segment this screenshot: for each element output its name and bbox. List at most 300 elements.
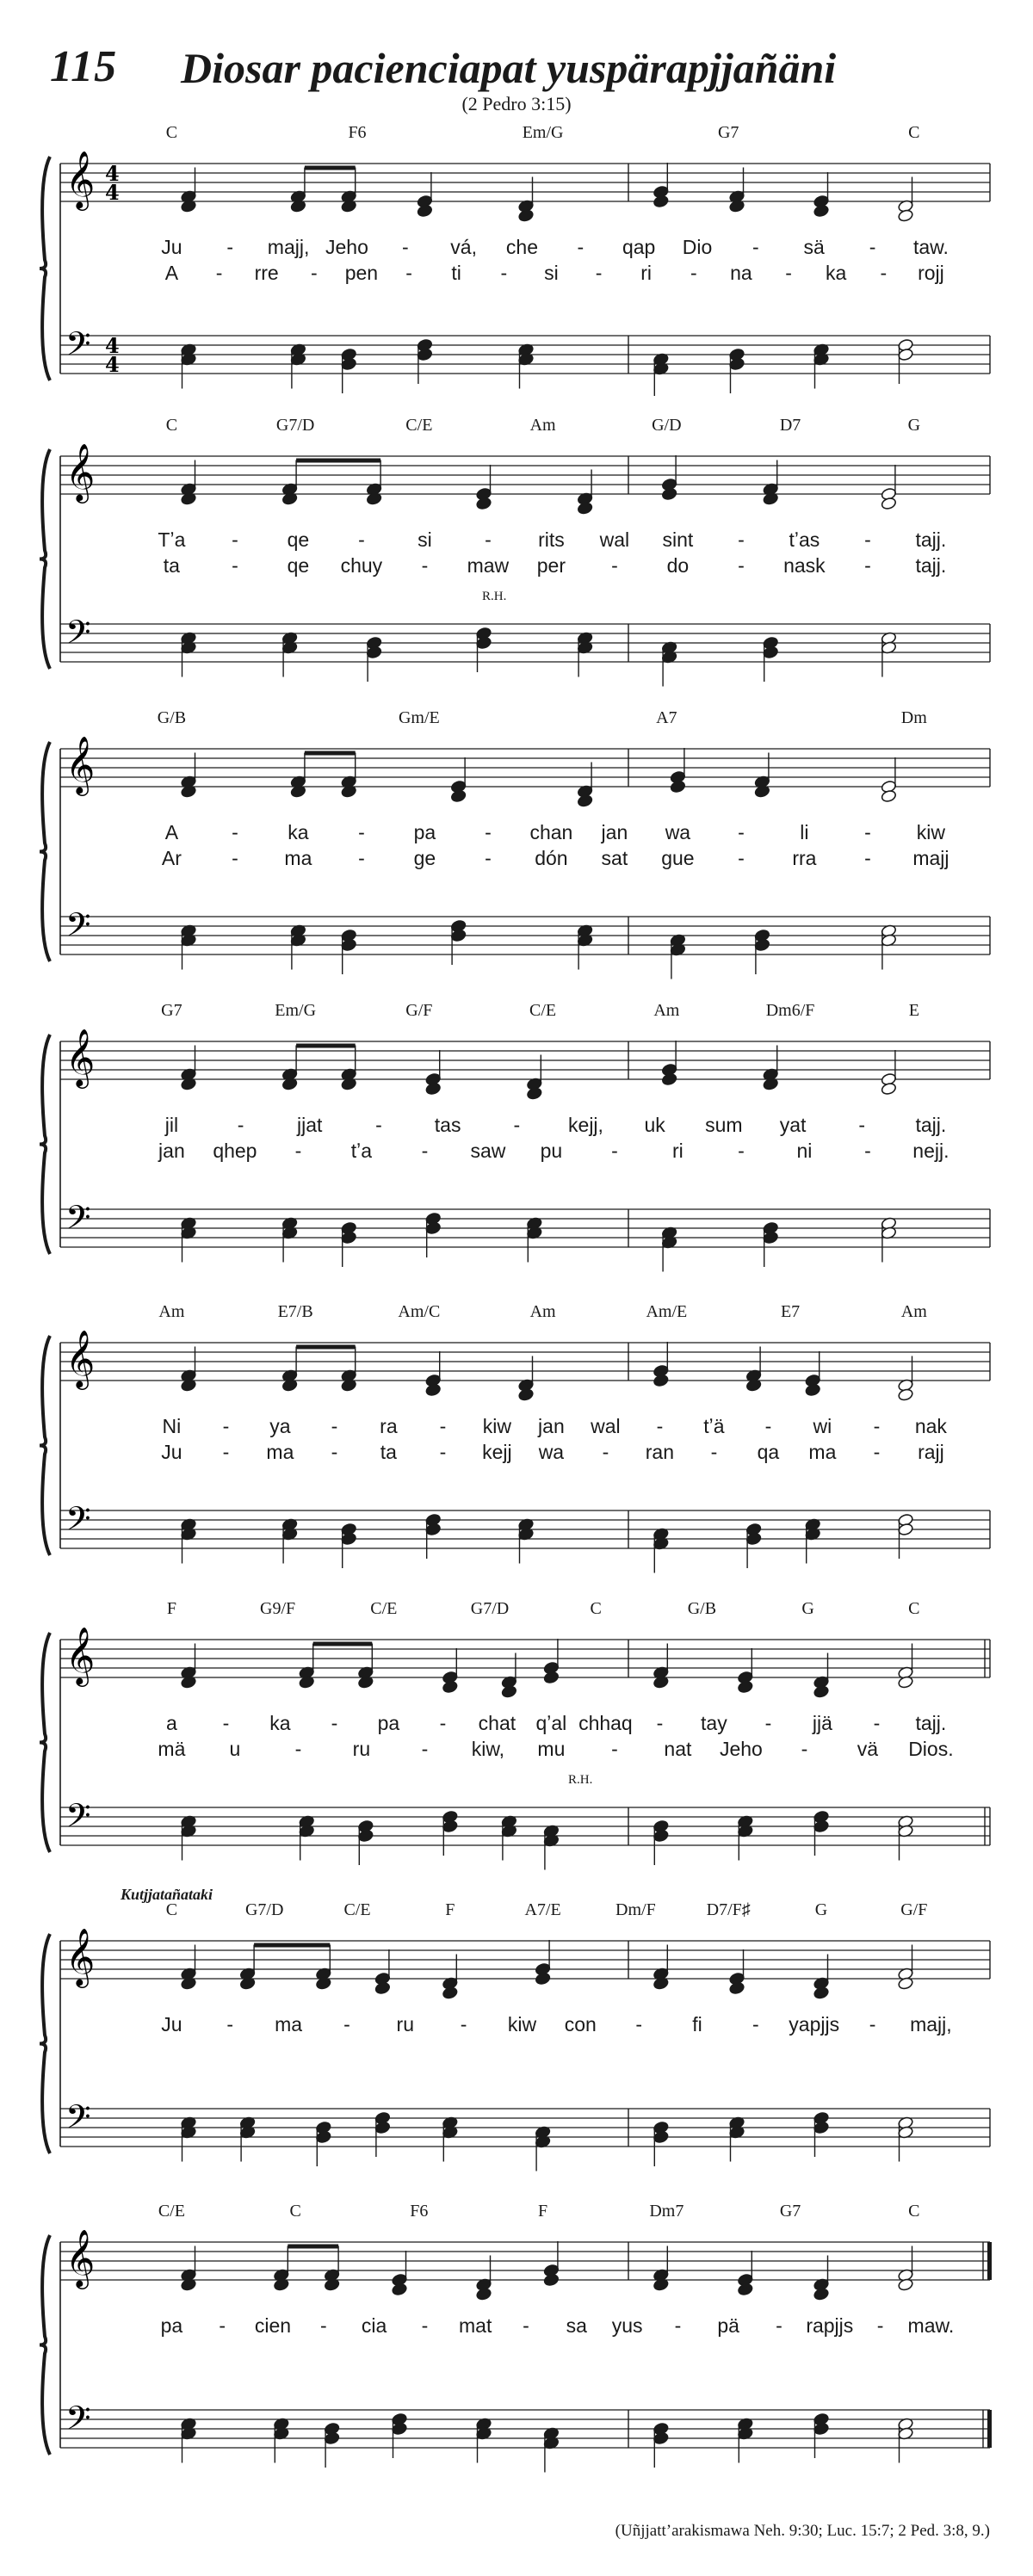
bass-note xyxy=(813,2121,830,2134)
lyric-verse-2: - xyxy=(232,554,238,577)
treble-clef-icon: 𝄞 xyxy=(65,1927,96,1986)
hymn-title: Diosar pacienciapat yuspärapjjañäni xyxy=(181,44,837,92)
lyric-verse-2: pen xyxy=(344,262,379,284)
treble-note xyxy=(653,1374,669,1387)
lyric-verse-1: wi xyxy=(813,1415,832,1437)
lyric-verse-2: - xyxy=(864,554,871,577)
lyric-verse-2: pu xyxy=(540,1140,563,1162)
bass-note xyxy=(357,1829,374,1843)
note-beam xyxy=(296,1345,356,1350)
chord-symbol: C xyxy=(165,416,178,435)
lyric-verse-2: - xyxy=(611,1140,618,1162)
staff-brace xyxy=(40,449,50,669)
treble-note xyxy=(661,1072,677,1086)
treble-clef-icon: 𝄞 xyxy=(65,1626,96,1684)
lyric-verse-1: - xyxy=(232,821,238,843)
bass-note xyxy=(392,2422,408,2436)
lyric-verse-1: tay xyxy=(701,1712,727,1734)
chord-symbol: F xyxy=(445,1900,455,1919)
chord-symbol: C/E xyxy=(370,1599,398,1618)
chord-symbol: F6 xyxy=(348,123,367,142)
bass-note xyxy=(813,1819,830,1833)
lyric-verse-2: - xyxy=(331,1441,338,1463)
lyric-verse-1: - xyxy=(752,236,759,258)
scripture-reference: (2 Pedro 3:15) xyxy=(461,93,572,114)
lyric-verse-1: rits xyxy=(538,528,565,551)
lyric-verse-1: ra xyxy=(380,1415,398,1437)
system-notation xyxy=(0,2190,1033,2474)
footnote: (Uñjjattʼarakismawa Neh. 9:30; Luc. 15:7; 2 Ped. 3:8, 9.) xyxy=(615,2522,990,2540)
lyric-verse-1: sum xyxy=(705,1114,743,1136)
bass-note xyxy=(653,1829,669,1843)
lyric-verse-1: - xyxy=(439,1415,447,1437)
lyric-verse-2: qa xyxy=(757,1441,780,1463)
lyric-verse-1: A xyxy=(164,821,179,843)
lyric-verse-2: - xyxy=(294,1738,302,1760)
right-hand-mark: R.H. xyxy=(482,590,507,603)
chord-symbol: G7 xyxy=(717,123,739,142)
lyric-verse-1: - xyxy=(656,1712,664,1734)
system-notation xyxy=(0,112,1033,396)
lyric-verse-2: - xyxy=(738,554,745,577)
treble-note xyxy=(476,2288,492,2301)
bass-note xyxy=(341,1532,357,1546)
treble-note xyxy=(737,2283,753,2296)
chord-symbol: E xyxy=(908,1001,919,1020)
lyric-verse-1: fi xyxy=(692,2013,702,2035)
lyric-verse-1: - xyxy=(764,1415,772,1437)
lyric-verse-2: - xyxy=(421,1738,429,1760)
lyric-verse-1: Ni xyxy=(162,1415,182,1437)
lyric-verse-2: si xyxy=(544,262,559,284)
lyric-verse-1: wa xyxy=(665,821,691,843)
lyric-verse-2: kiw, xyxy=(471,1738,505,1760)
hymn-header xyxy=(0,0,1033,112)
lyric-verse-2: vä xyxy=(857,1738,879,1760)
bass-note xyxy=(425,1523,442,1536)
lyric-verse-1: - xyxy=(858,1114,866,1136)
lyric-verse-1: con xyxy=(564,2013,597,2035)
lyric-verse-2: tajj. xyxy=(915,554,947,577)
lyric-verse-1: pa xyxy=(377,1712,400,1734)
chord-symbol: A7 xyxy=(656,708,677,727)
lyric-verse-2: majj xyxy=(912,847,949,869)
treble-note xyxy=(442,1680,458,1694)
note-beam xyxy=(296,459,380,463)
lyric-verse-2: per xyxy=(536,554,566,577)
lyric-verse-2: mä xyxy=(158,1738,186,1760)
system-notation xyxy=(0,405,1033,689)
lyric-verse-2: - xyxy=(738,1140,745,1162)
treble-note xyxy=(737,1680,753,1694)
lyric-verse-2: gue xyxy=(661,847,695,869)
staff-brace xyxy=(40,1336,50,1555)
chord-symbol: A7/E xyxy=(524,1900,561,1919)
lyric-verse-2: qe xyxy=(287,554,310,577)
lyric-verse-2: ma xyxy=(284,847,312,869)
chord-symbol: G xyxy=(801,1599,814,1618)
bass-note xyxy=(341,1231,357,1245)
lyric-verse-1: - xyxy=(226,2013,234,2035)
chord-symbol: Am/E xyxy=(646,1302,688,1321)
bass-note xyxy=(366,646,382,659)
lyric-verse-2: sat xyxy=(601,847,628,869)
note-beam xyxy=(254,1943,330,1948)
chord-symbol: G/F xyxy=(405,1001,433,1020)
chord-symbol: G9/F xyxy=(260,1599,296,1618)
staff-brace xyxy=(40,2235,50,2455)
lyric-verse-2: - xyxy=(294,1140,302,1162)
staff-brace xyxy=(40,1934,50,2153)
treble-note xyxy=(670,780,686,794)
chord-symbol: G7 xyxy=(161,1001,182,1020)
treble-note xyxy=(813,204,830,218)
lyric-verse-2: ka xyxy=(826,262,847,284)
lyric-verse-1: Tʼa xyxy=(158,528,186,551)
bass-note xyxy=(341,938,357,952)
lyric-verse-2: rre xyxy=(254,262,279,284)
lyric-verse-1: sä xyxy=(803,236,825,258)
bass-note xyxy=(898,1523,914,1536)
lyric-verse-1: jan xyxy=(601,821,628,843)
lyric-verse-2: Ar xyxy=(161,847,182,869)
treble-note xyxy=(898,209,914,223)
tempo-mark: Kutjjatañataki xyxy=(121,1889,213,1903)
treble-note xyxy=(543,2273,560,2287)
treble-note xyxy=(501,1685,517,1699)
lyric-verse-1: jan xyxy=(538,1415,565,1437)
chord-symbol: Em/G xyxy=(522,123,564,142)
chord-symbol: G/B xyxy=(157,708,187,727)
score-system xyxy=(0,112,1033,396)
chord-symbol: C xyxy=(590,1599,602,1618)
chord-symbol: G xyxy=(907,416,921,435)
lyric-verse-1: - xyxy=(401,236,409,258)
score-system xyxy=(0,1291,1033,1575)
chord-symbol: Gm/E xyxy=(398,708,440,727)
treble-note xyxy=(881,1082,897,1096)
lyric-verse-1: - xyxy=(635,2013,643,2035)
bass-note xyxy=(763,646,779,659)
bass-note xyxy=(898,348,914,361)
treble-note xyxy=(881,497,897,510)
lyric-verse-1: si xyxy=(418,528,432,551)
time-signature-numerator: 4 xyxy=(105,161,120,186)
lyric-verse-2: ri xyxy=(672,1140,684,1162)
chord-symbol: C xyxy=(908,123,920,142)
lyric-verse-2: wa xyxy=(538,1441,565,1463)
lyric-verse-1: - xyxy=(226,236,234,258)
system-notation xyxy=(0,697,1033,981)
lyric-verse-1: kejj, xyxy=(568,1114,603,1136)
treble-note xyxy=(577,794,593,808)
lyric-verse-1: - xyxy=(674,2314,682,2337)
lyric-verse-2: - xyxy=(710,1441,718,1463)
bass-note xyxy=(315,2130,331,2144)
chord-symbol: G xyxy=(814,1900,828,1919)
lyric-verse-2: - xyxy=(785,262,792,284)
treble-note xyxy=(392,2283,408,2296)
lyric-verse-2: nask xyxy=(783,554,826,577)
chord-symbol: Dm7 xyxy=(649,2202,684,2221)
lyric-verse-2: ti xyxy=(451,262,461,284)
lyric-verse-1: yus xyxy=(611,2314,643,2337)
bass-note xyxy=(324,2431,340,2445)
lyric-verse-2: Jeho xyxy=(719,1738,763,1760)
bass-clef-icon: 𝄢 xyxy=(65,1198,91,1245)
lyric-verse-1: cia xyxy=(361,2314,387,2337)
lyric-verse-1: uk xyxy=(644,1114,665,1136)
bass-note xyxy=(653,2431,669,2445)
lyric-verse-1: - xyxy=(764,1712,772,1734)
lyric-verse-2: - xyxy=(310,262,318,284)
lyric-verse-1: Dio xyxy=(682,236,713,258)
staff-brace xyxy=(40,742,50,961)
lyric-verse-1: sa xyxy=(566,2314,587,2337)
lyric-verse-1: wal xyxy=(599,528,630,551)
lyric-verse-1: kiw xyxy=(482,1415,512,1437)
lyric-verse-2: nejj. xyxy=(912,1140,949,1162)
lyric-verse-2: - xyxy=(880,262,888,284)
chord-symbol: Am xyxy=(653,1001,680,1020)
staff-brace xyxy=(40,1633,50,1852)
lyric-verse-1: tʼas xyxy=(789,528,820,551)
chord-symbol: G7/D xyxy=(470,1599,510,1618)
lyric-verse-2: - xyxy=(690,262,697,284)
system-notation xyxy=(0,1588,1033,1872)
chord-symbol: C/E xyxy=(405,416,433,435)
lyric-verse-2: tʼa xyxy=(350,1140,373,1162)
chord-symbol: Am xyxy=(529,1302,556,1321)
lyric-verse-2: mu xyxy=(537,1738,566,1760)
lyric-verse-2: kejj xyxy=(482,1441,512,1463)
lyric-verse-1: - xyxy=(358,528,365,551)
chord-symbol: G/F xyxy=(900,1900,928,1919)
lyric-verse-1: che xyxy=(505,236,539,258)
chord-symbol: C xyxy=(165,1900,178,1919)
bass-note xyxy=(653,2130,669,2144)
treble-note xyxy=(425,1383,442,1397)
lyric-verse-1: - xyxy=(738,821,745,843)
lyric-verse-2: - xyxy=(485,847,492,869)
bass-clef-icon: 𝄢 xyxy=(65,2399,91,2445)
note-beam xyxy=(305,751,356,756)
lyric-verse-1: pa xyxy=(413,821,436,843)
time-signature-denominator: 4 xyxy=(105,180,120,205)
treble-note xyxy=(450,789,467,803)
chord-symbol: C xyxy=(289,2202,301,2221)
score-system xyxy=(0,990,1033,1274)
lyric-verse-1: - xyxy=(222,1415,230,1437)
bass-note xyxy=(374,2121,391,2134)
lyric-verse-2: ma xyxy=(808,1441,837,1463)
lyric-verse-2: Ju xyxy=(161,1441,182,1463)
treble-note xyxy=(476,497,492,510)
lyric-verse-2: - xyxy=(864,847,871,869)
lyric-verse-2: maw xyxy=(467,554,510,577)
lyric-verse-1: rapjjs xyxy=(806,2314,854,2337)
lyric-verse-1: ya xyxy=(269,1415,291,1437)
system-notation xyxy=(0,1291,1033,1575)
lyric-verse-2: rra xyxy=(792,847,817,869)
lyric-verse-2: rajj xyxy=(918,1441,944,1463)
treble-note xyxy=(425,1082,442,1096)
lyric-verse-1: - xyxy=(869,236,876,258)
lyric-verse-2: - xyxy=(405,262,412,284)
lyric-verse-2: ge xyxy=(413,847,436,869)
bass-note xyxy=(417,348,433,361)
lyric-verse-1: - xyxy=(873,1415,881,1437)
treble-note xyxy=(813,1685,830,1699)
lyric-verse-2: ri xyxy=(640,262,653,284)
lyric-verse-1: Ju xyxy=(161,2013,182,2035)
bass-note xyxy=(763,1231,779,1245)
lyric-verse-1: - xyxy=(358,821,365,843)
lyric-verse-1: tajj. xyxy=(915,1114,947,1136)
lyric-verse-1: - xyxy=(876,2314,884,2337)
lyric-verse-1: kiw xyxy=(507,2013,537,2035)
treble-note xyxy=(661,487,677,501)
chord-symbol: F xyxy=(538,2202,548,2221)
chord-symbol: Dm xyxy=(900,708,927,727)
lyric-verse-1: - xyxy=(523,2314,529,2337)
bass-clef-icon: 𝄢 xyxy=(65,613,91,659)
lyric-verse-2: jan xyxy=(158,1140,185,1162)
bass-note xyxy=(813,2422,830,2436)
chord-symbol: D7/F♯ xyxy=(706,1900,751,1919)
lyric-verse-1: - xyxy=(864,528,871,551)
lyric-verse-1: maw. xyxy=(907,2314,955,2337)
treble-clef-icon: 𝄞 xyxy=(65,442,96,501)
lyric-verse-1: sint xyxy=(662,528,694,551)
chord-symbol: C xyxy=(908,2202,920,2221)
treble-note xyxy=(442,1986,458,2000)
lyric-verse-1: - xyxy=(421,2314,429,2337)
score-system xyxy=(0,697,1033,981)
lyric-verse-2: ta xyxy=(163,554,180,577)
lyric-verse-1: li xyxy=(800,821,809,843)
bass-clef-icon: 𝄢 xyxy=(65,905,91,952)
lyric-verse-1: chan xyxy=(529,821,573,843)
bass-clef-icon: 𝄢 xyxy=(65,1499,91,1546)
lyric-verse-1: tajj. xyxy=(915,528,947,551)
lyric-verse-1: vá, xyxy=(450,236,477,258)
lyric-verse-2: ma xyxy=(266,1441,294,1463)
lyric-verse-1: - xyxy=(319,2314,327,2337)
treble-note xyxy=(518,209,535,223)
score-system xyxy=(0,1588,1033,1872)
bass-note xyxy=(476,636,492,650)
lyric-verse-2: - xyxy=(358,847,365,869)
chord-symbol: G7/D xyxy=(275,416,315,435)
chord-symbol: G/B xyxy=(687,1599,717,1618)
chord-symbol: Am xyxy=(158,1302,185,1321)
treble-clef-icon: 𝄞 xyxy=(65,2228,96,2287)
chord-symbol: Em/G xyxy=(275,1001,317,1020)
time-signature-denominator: 4 xyxy=(105,352,120,377)
lyric-verse-1: - xyxy=(237,1114,244,1136)
treble-note xyxy=(729,1981,745,1995)
treble-note xyxy=(543,1671,560,1684)
lyric-verse-1: qe xyxy=(287,528,310,551)
chord-symbol: G7 xyxy=(779,2202,801,2221)
bass-clef-icon: 𝄢 xyxy=(65,2097,91,2144)
lyric-verse-1: - xyxy=(776,2314,782,2337)
chord-symbol: D7 xyxy=(779,416,801,435)
chord-symbol: E7 xyxy=(780,1302,801,1321)
time-signature-numerator: 4 xyxy=(105,333,120,358)
lyric-verse-1: majj, xyxy=(267,236,310,258)
lyric-verse-1: - xyxy=(232,528,238,551)
right-hand-mark: R.H. xyxy=(568,1773,593,1787)
lyric-verse-2: do xyxy=(666,554,690,577)
chord-symbol: Am/C xyxy=(398,1302,441,1321)
lyric-verse-2: - xyxy=(421,1140,429,1162)
lyric-verse-2: - xyxy=(500,262,508,284)
lyric-verse-1: majj, xyxy=(910,2013,952,2035)
note-beam xyxy=(288,2245,338,2249)
treble-note xyxy=(374,1981,391,1995)
lyric-verse-1: ru xyxy=(396,2013,415,2035)
chord-symbol: G/D xyxy=(652,416,682,435)
lyric-verse-2: - xyxy=(738,847,745,869)
final-barline-thick xyxy=(987,2410,992,2448)
lyric-verse-1: - xyxy=(577,236,585,258)
lyric-verse-1: - xyxy=(738,528,745,551)
system-notation xyxy=(0,1889,1033,2173)
lyric-verse-1: - xyxy=(343,2013,350,2035)
score-system xyxy=(0,1889,1033,2173)
chord-symbol: E7/B xyxy=(277,1302,313,1321)
lyric-verse-2: dón xyxy=(535,847,568,869)
bass-note xyxy=(745,1532,762,1546)
bass-note xyxy=(341,357,357,371)
lyric-verse-1: yapjjs xyxy=(789,2013,840,2035)
lyric-verse-1: - xyxy=(485,821,492,843)
lyric-verse-1: - xyxy=(513,1114,521,1136)
lyric-verse-1: - xyxy=(869,2013,876,2035)
chord-symbol: C xyxy=(908,1599,920,1618)
lyric-verse-1: - xyxy=(219,2314,226,2337)
lyric-verse-1: chat xyxy=(478,1712,516,1734)
lyric-verse-2: qhep xyxy=(213,1140,257,1162)
lyric-verse-2: - xyxy=(864,1140,871,1162)
treble-note xyxy=(417,204,433,218)
lyric-verse-2: - xyxy=(421,554,429,577)
lyric-verse-1: - xyxy=(375,1114,382,1136)
lyric-verse-2: - xyxy=(873,1441,881,1463)
bass-clef-icon: 𝄢 xyxy=(65,324,91,371)
lyric-verse-2: - xyxy=(611,554,618,577)
lyric-verse-1: jjat xyxy=(297,1114,323,1136)
lyric-verse-1: jjä xyxy=(812,1712,832,1734)
lyric-verse-2: ni xyxy=(796,1140,813,1162)
lyric-verse-2: - xyxy=(232,847,238,869)
lyric-verse-1: tajj. xyxy=(915,1712,947,1734)
lyric-verse-1: taw. xyxy=(912,236,949,258)
treble-clef-icon: 𝄞 xyxy=(65,1329,96,1387)
lyric-verse-1: - xyxy=(439,1712,447,1734)
system-notation xyxy=(0,990,1033,1274)
chord-symbol: Dm6/F xyxy=(765,1001,815,1020)
staff-brace xyxy=(40,157,50,380)
lyric-verse-1: ka xyxy=(269,1712,291,1734)
final-barline-thick xyxy=(987,2242,992,2280)
lyric-verse-1: - xyxy=(331,1712,338,1734)
treble-clef-icon: 𝄞 xyxy=(65,150,96,208)
score-system xyxy=(0,2190,1033,2474)
bass-note xyxy=(729,357,745,371)
